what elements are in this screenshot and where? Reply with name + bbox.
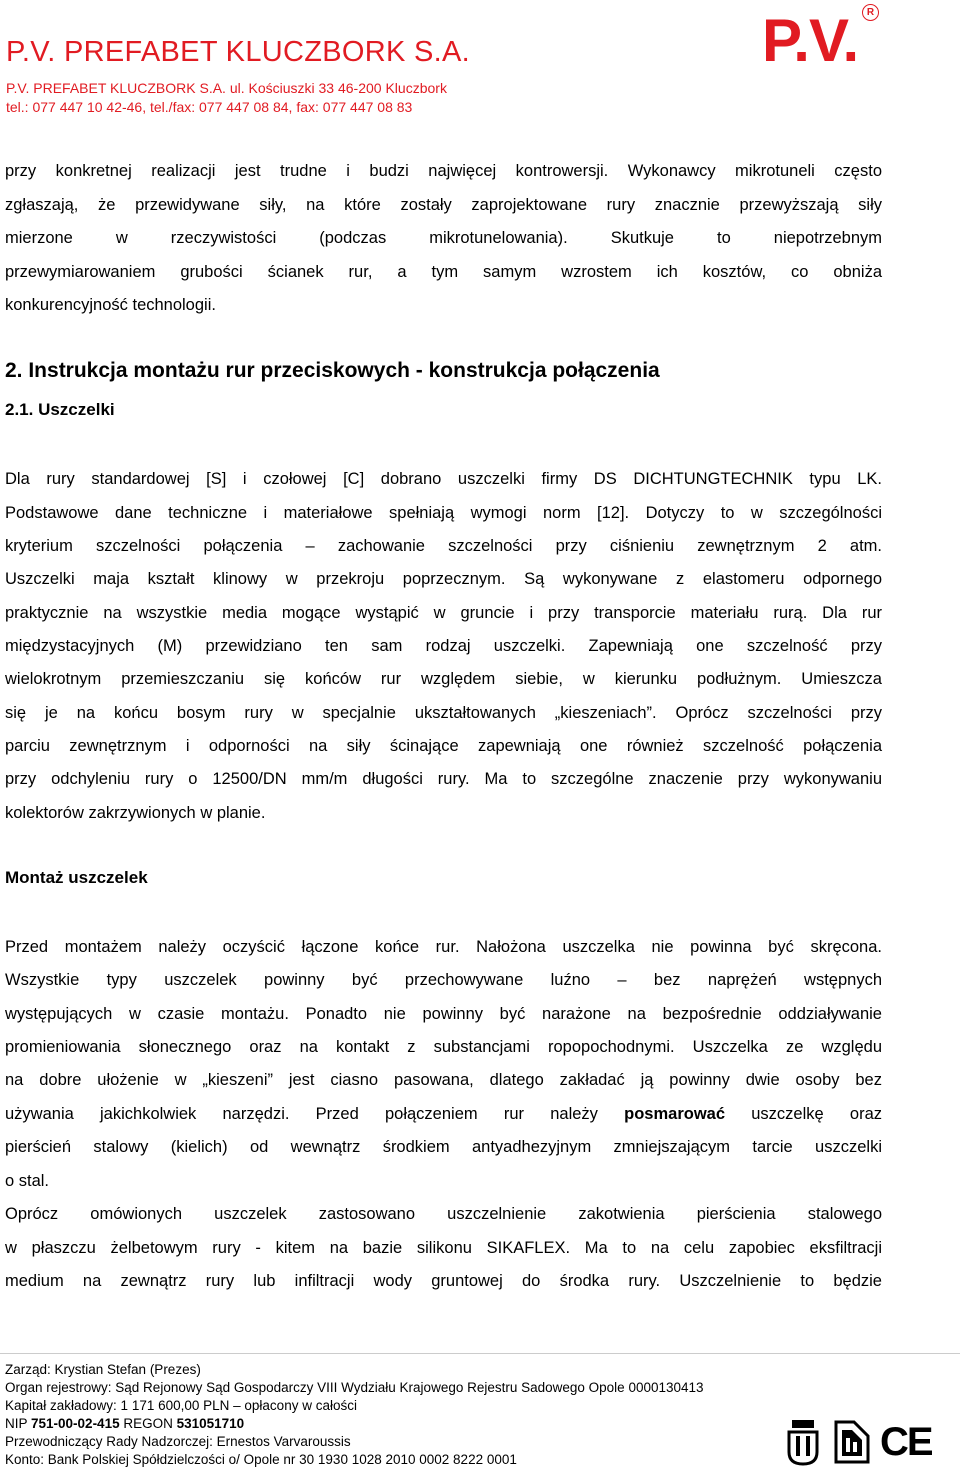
body-text: uszczelkę oraz xyxy=(725,1105,882,1123)
building-mark-icon xyxy=(832,1418,872,1466)
body-line: się je na końcu bosym rury w specjalnie ukształtowanych „kieszeniach”. Oprócz szczelności przy xyxy=(5,704,882,722)
logo-text: P.V. xyxy=(762,7,859,74)
body-line: kolektorów zakrzywionych w planie. xyxy=(5,804,266,822)
company-name: P.V. PREFABET KLUCZBORK S.A. xyxy=(6,36,470,68)
nip-value: 751-00-02-415 xyxy=(31,1416,120,1431)
regon-value: 531051710 xyxy=(176,1416,245,1431)
body-line: kryterium szczelności połączenia – zachowanie szczelności przy ciśnieniu zewnętrznym 2 atm. xyxy=(5,537,882,555)
footer-account: Konto: Bank Polskiej Spółdzielczości o/ Opole nr 30 1930 1028 2010 0002 8222 0001 xyxy=(5,1452,517,1467)
montaz-heading: Montaż uszczelek xyxy=(5,868,148,887)
body-line: Podstawowe dane techniczne i materiałowe spełniają wymogi norm [12]. Dotyczy to w szczególności xyxy=(5,504,882,522)
bold-emphasis: posmarować xyxy=(624,1105,726,1123)
company-phone: tel.: 077 447 10 42-46, tel./fax: 077 447 08 84, fax: 077 447 08 83 xyxy=(6,99,413,115)
body-line: międzystacyjnych (M) przewidziano ten sam rodzaj uszczelki. Zapewniają one szczelność przy xyxy=(5,637,882,655)
quality-mark-icon xyxy=(786,1418,820,1466)
body-line: na dobre ułożenie w „kieszeni” jest ciasno pasowana, dlatego zakładać ją powinny dwie osoby bez xyxy=(5,1071,882,1089)
section-heading: 2. Instrukcja montażu rur przeciskowych - konstrukcja połączenia xyxy=(5,359,660,382)
nip-label: NIP xyxy=(5,1416,32,1431)
body-line: przy konkretnej realizacji jest trudne i budzi najwięcej kontrowersji. Wykonawcy mikrotuneli często xyxy=(5,162,882,180)
body-text: używania jakichkolwiek narzędzi. Przed połączeniem rur należy xyxy=(5,1105,625,1123)
body-line: występujących w czasie montażu. Ponadto nie powinny być narażone na bezpośrednie oddziaływanie xyxy=(5,1005,882,1023)
regon-label: REGON xyxy=(119,1416,177,1431)
body-line: Wszystkie typy uszczelek powinny być przechowywane luźno – bez naprężeń wstępnych xyxy=(5,971,882,989)
body-line: konkurencyjność technologii. xyxy=(5,296,216,314)
body-line: pierścień stalowy (kielich) od wewnątrz środkiem antyadhezyjnym zmniejszającym tarcie uszczelki xyxy=(5,1138,882,1156)
body-line: zgłaszają, że przewidywane siły, na które zostały zaprojektowane rury znacznie przewyższają siły xyxy=(5,196,882,214)
body-line: promieniowania słonecznego oraz na kontakt z substancjami ropopochodnymi. Uszczelka ze względu xyxy=(5,1038,882,1056)
body-line: przewymiarowaniem grubości ścianek rur, a tym samym wzrostem ich kosztów, co obniża xyxy=(5,263,882,281)
body-line: o stal. xyxy=(5,1172,50,1190)
footer-info xyxy=(5,1361,704,1469)
body-line: medium na zewnątrz rury lub infiltracji wody gruntowej do środka rury. Uszczelnienie to będzie xyxy=(5,1272,882,1290)
body-line: Uszczelki maja kształt klinowy w przekroju poprzecznym. Są wykonywane z elastomeru odpornego xyxy=(5,570,882,588)
body-line: praktycznie na wszystkie media mogące wystąpić w gruncie i przy transporcie materiału rurą. Dla rur xyxy=(5,604,882,622)
footer-capital: Kapitał zakładowy: 1 171 600,00 PLN – opłacony w całości xyxy=(5,1398,357,1413)
footer-board: Zarząd: Krystian Stefan (Prezes) xyxy=(5,1362,201,1377)
subsection-heading: 2.1. Uszczelki xyxy=(5,400,115,419)
body-line xyxy=(5,1098,882,1131)
body-line: Dla rury standardowej [S] i czołowej [C] dobrano uszczelki firmy DS DICHTUNGTECHNIK typu LK. xyxy=(5,470,882,488)
footer-registry: Organ rejestrowy: Sąd Rejonowy Sąd Gospodarczy VIII Wydziału Krajowego Rejestru Sadowego Opole 0000130413 xyxy=(5,1380,704,1395)
footer-ids xyxy=(5,1415,704,1433)
body-line: parciu zewnętrznym i odporności na siły ścinające zapewniają one również szczelność połączenia xyxy=(5,737,882,755)
footer-divider xyxy=(0,1353,960,1354)
footer-supervisory: Przewodniczący Rady Nadzorczej: Ernestos Varvaroussis xyxy=(5,1434,351,1449)
registered-mark-icon: R xyxy=(862,4,879,21)
body-line: w płaszczu żelbetowym rury - kitem na bazie silikonu SIKAFLEX. Ma to na celu zapobiec eksfiltracji xyxy=(5,1239,882,1257)
ce-mark-icon: CE xyxy=(880,1420,932,1464)
body-line: Oprócz omówionych uszczelek zastosowano uszczelnienie zakotwienia pierścienia stalowego xyxy=(5,1205,882,1223)
body-line: przy odchyleniu rury o 12500/DN mm/m długości rury. Ma to szczególne znaczenie przy wykonywaniu xyxy=(5,770,882,788)
body-line: wielokrotnym przemieszczaniu się końców rur względem siebie, w kierunku podłużnym. Umieszcza xyxy=(5,670,882,688)
body-line: Przed montażem należy oczyścić łączone końce rur. Nałożona uszczelka nie powinna być skręcona. xyxy=(5,938,882,956)
company-logo xyxy=(762,6,892,76)
company-address: P.V. PREFABET KLUCZBORK S.A. ul. Kościuszki 33 46-200 Kluczbork xyxy=(6,80,447,96)
body-line: mierzone w rzeczywistości (podczas mikrotunelowania). Skutkuje to niepotrzebnym xyxy=(5,229,882,247)
